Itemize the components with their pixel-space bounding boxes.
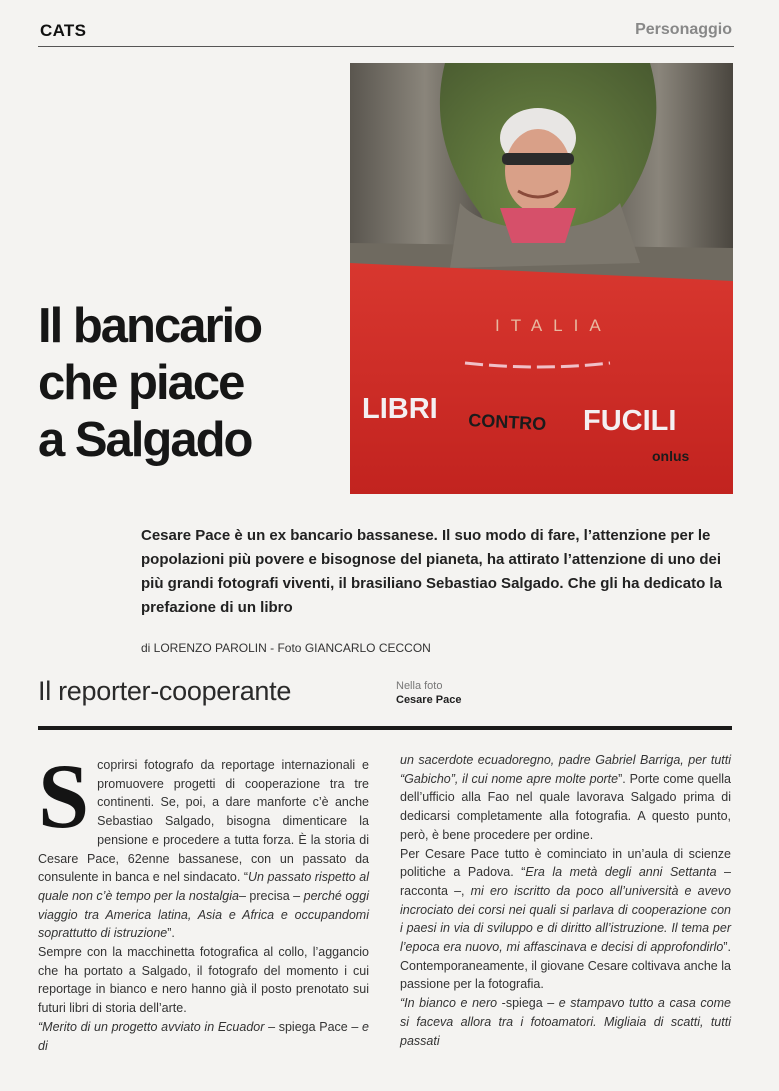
- quote-text: Era la metà degli anni Settanta: [525, 865, 717, 880]
- quote-text: perché oggi viaggio tra America latina, Asia e Africa e occupandomi soprattutto di istruzione: [38, 888, 369, 941]
- caption-name: Cesare Pace: [396, 694, 462, 706]
- section-label: Personaggio: [635, 21, 732, 38]
- photo-illustration: [350, 63, 733, 494]
- paragraph: [400, 845, 731, 995]
- paragraph-text: Per Cesare Pace tutto è cominciato in un’aula di scienze politiche a Padova. “: [400, 846, 731, 880]
- quote-text: mi ero iscritto da poco all’università e avevo incrociato dei corsi nei quali si parlava di cooperazione con i paesi in via di sviluppo e di diritto all’istruzione. Il tema per l’epoca era nuovo, mi affascinava e decisi di approfondirlo: [400, 883, 731, 955]
- banner-onlus-text: onlus: [652, 448, 690, 464]
- caption-label: Nella foto: [396, 680, 443, 692]
- paragraph-text: coprirsi fotografo da reportage internazionali e promuovere progetti di cooperazione tra tre continenti. Se, poi, a dare manforte c’è anche Sebastiao Salgado, bisogna dimenticare la pensione e procedere a tutta forza. È la storia di Cesare Pace, 62enne bassanese, con un passato da consulente in banca e nel sindacato. “: [38, 758, 369, 885]
- paragraph-text: – racconta –,: [400, 865, 731, 898]
- photo-caption: [396, 680, 461, 706]
- body-column-right: [400, 751, 731, 1050]
- paragraph-text: ”.: [167, 926, 175, 941]
- article-byline: di LORENZO PAROLIN - Foto GIANCARLO CECCON: [141, 641, 431, 655]
- magazine-brand: CATS: [40, 21, 87, 40]
- banner-italia-text: ITALIA: [495, 316, 612, 335]
- banner-libri-text: LIBRI: [362, 393, 438, 425]
- paragraph-text: -spiega –: [497, 996, 559, 1011]
- section-rule: [38, 726, 732, 730]
- banner-fucili-text: FUCILI: [583, 405, 677, 437]
- paragraph: [400, 994, 731, 1050]
- paragraph: Sempre con la macchinetta fotografica al collo, l’aggancio che ha portato a Salgado, il fotografo del momento i cui reportage in bianco e nero hanno già il posto prenotato sui futuri libri di storia dell’arte.: [38, 945, 369, 1016]
- article-lead: Cesare Pace è un ex bancario bassanese. Il suo modo di fare, l’attenzione per le popolazioni più povere e bisognose del pianeta, ha attirato l’attenzione di uno dei più grandi fotografi viventi, il brasiliano Sebastiao Salgado. Che gli ha dedicato la prefazione di un libro: [141, 527, 722, 616]
- paragraph: [38, 1018, 369, 1055]
- headline-line-1: Il bancario: [38, 299, 262, 353]
- quote-text: “In bianco e nero: [400, 996, 498, 1011]
- running-header: [38, 18, 734, 47]
- quote-text: e di: [38, 1019, 369, 1053]
- quote-text: un sacerdote ecuadoregno, padre Gabriel Barriga, per tutti “Gabicho”, il cui nome apre molte porte: [400, 753, 731, 786]
- body-column-left: [38, 745, 369, 1055]
- paragraph-text: ”. Contemporaneamente, il giovane Cesare coltivava anche la passione per la fotografia.: [400, 940, 731, 992]
- headline-line-2: che piace: [38, 356, 244, 410]
- quote-text: e stampavo tutto a casa come si faceva allora tra i fotoamatori. Migliaia di scatti, tutti passati: [400, 996, 731, 1048]
- banner-contro-text: CONTRO: [467, 410, 547, 435]
- paragraph: [400, 751, 731, 845]
- portrait-photo: [350, 63, 733, 494]
- drop-cap: S: [38, 745, 90, 847]
- paragraph-text: – spiega Pace –: [264, 1019, 363, 1034]
- headline-line-3: a Salgado: [38, 413, 252, 467]
- quote-text: Un passato rispetto al quale non c’è tempo per la nostalgia: [38, 870, 369, 903]
- paragraph-text: – precisa –: [238, 888, 304, 903]
- paragraph: [38, 745, 369, 943]
- article-subhead: Il reporter-cooperante: [38, 676, 292, 706]
- article-headline: [38, 298, 348, 469]
- quote-text: “Merito di un progetto avviato in Ecuador: [38, 1019, 265, 1034]
- paragraph-text: ”. Porte come quella dell’ufficio alla Fao nel quale lavorava Salgado prima di dedicarsi completamente alla fotografia. A questo punto, però, è bene procedere per ordine.: [400, 771, 732, 842]
